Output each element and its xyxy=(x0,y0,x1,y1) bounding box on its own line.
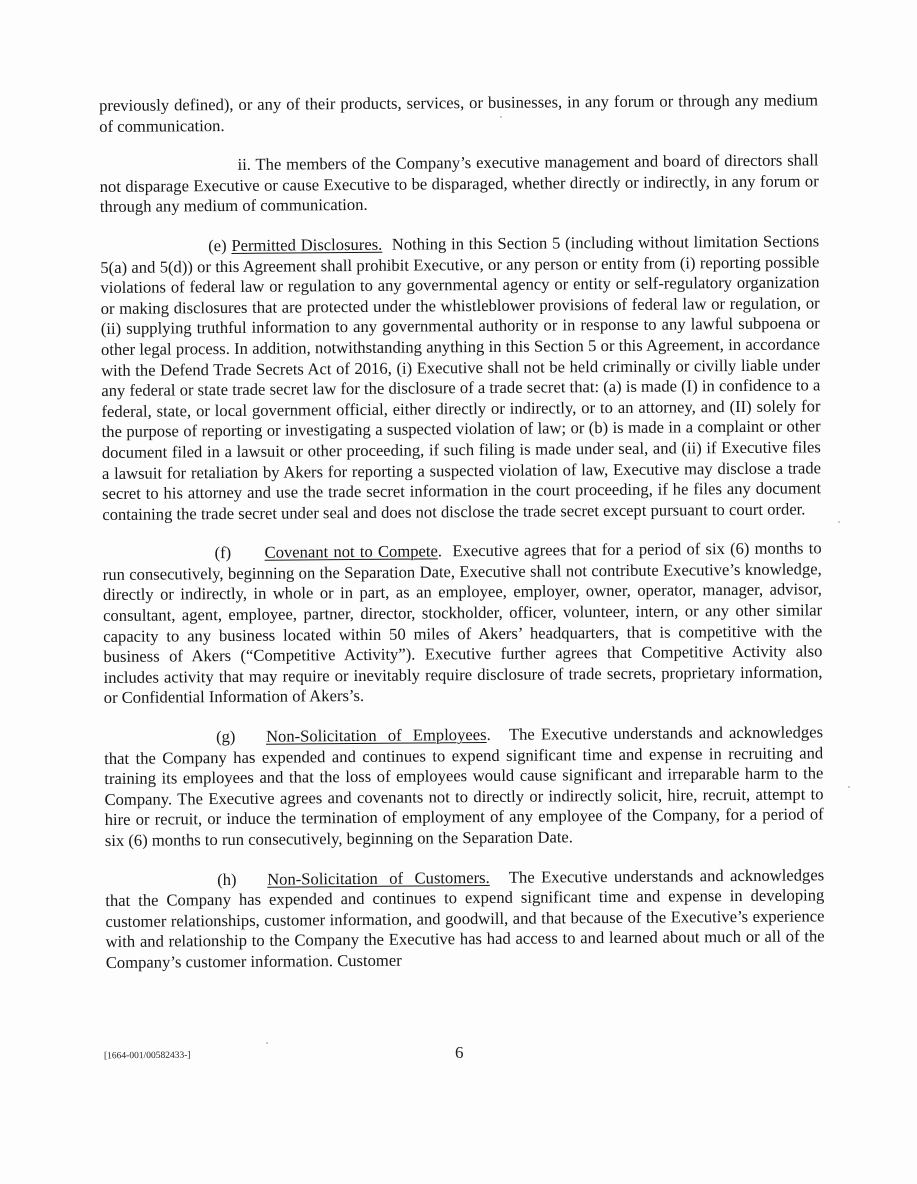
scan-speck xyxy=(266,1042,268,1044)
section-heading: Covenant not to Compete xyxy=(264,541,438,562)
paragraph-text: Executive agrees that for a period of six (6) months to run consecutively, beginning on the Separation Date, Executive shall not contribute Executive’s knowledge, directly or indirectly, in whole or in part, as an employee, employer, owner, operator, manager, advisor, consultant, agent, employee, partner, director, stockholder, officer, volunteer, intern, or any other similar capacity to any business located within 50 miles of Akers’ headquarters, that is competitive with the business of Akers (“Competitive Activity”). Executive further agrees that Competitive Activity also includes activity that may require or inevitably require disclosure of trade secrets, proprietary information, or Confidential Information of Akers’s. xyxy=(102,538,823,708)
heading-suffix: . xyxy=(437,541,443,561)
paragraph-text: previously defined), or any of their products, services, or businesses, in any forum or through any medium of communication. xyxy=(99,90,819,136)
scan-speck xyxy=(838,521,840,523)
paragraph-e-permitted-disclosures xyxy=(100,231,821,525)
scan-speck xyxy=(848,786,850,788)
paragraph-text: The members of the Company’s executive management and board of directors shall not disparage Executive or cause Executive to be disparaged, whether directly or indirectly, in any forum or through any medium of communication. xyxy=(99,150,819,217)
page-number: 6 xyxy=(455,1043,464,1062)
paragraph-f-covenant-not-to-compete xyxy=(103,539,823,709)
paragraph-label: (e) xyxy=(208,235,227,256)
paragraph-g-non-solicitation-employees xyxy=(104,722,824,851)
paragraph-label: (f) xyxy=(214,543,232,563)
heading-suffix: . xyxy=(486,724,491,745)
paragraph-label: (g) xyxy=(215,726,236,747)
document-footer-id: [1664-001/00582433-] xyxy=(103,1050,191,1062)
section-heading: Permitted Disclosures. xyxy=(231,234,383,255)
paragraph-continuation xyxy=(99,90,818,137)
paragraph-text: Nothing in this Section 5 (including without limitation Sections 5(a) and 5(d)) or this Agreement shall prohibit Executive, or any person or entity from (i) reporting possible violations of federal law or regulation to any governmental agency or entity or self-regulatory organization or making disclosures that are protected under the whistleblower provisions of federal law or regulation, or (ii) supplying truthful information to any governmental authority or in response to any lawful subpoena or other legal process. In addition, notwithstanding anything in this Section 5 or this Agreement, in accordance with the Defend Trade Secrets Act of 2016, (i) Executive shall not be held criminally or civilly liable under any federal or state trade secret law for the disclosure of a trade secret that: (a) is made (I) in confidence to a federal, state, or local government official, either directly or indirectly, or to an attorney, and (II) solely for the purpose of reporting or investigating a suspected violation of law; or (b) is made in a complaint or other document filed in a lawsuit or other proceeding, if such filing is made under seal, and (ii) if Executive files a lawsuit for retaliation by Akers for reporting a suspected violation of law, Executive may disclose a trade secret to his attorney and use the trade secret information in the court proceeding, if he files any document containing the trade secret under seal and does not disclose the trade secret except pursuant to court order. xyxy=(100,231,822,524)
document-body xyxy=(99,90,825,973)
section-heading: Non-Solicitation of Employees xyxy=(265,725,487,746)
paragraph-label: ii. xyxy=(237,154,251,175)
paragraph-d-ii xyxy=(99,151,818,218)
paragraph-h-non-solicitation-customers xyxy=(105,865,825,974)
section-heading: Non-Solicitation of Customers. xyxy=(267,867,490,889)
paragraph-label: (h) xyxy=(217,869,237,889)
paragraph-text: The Executive understands and acknowledges that the Company has expended and continues to expend significant time and expense in recruiting and training its employees and that the loss of employees would cause significant and irreparable harm to the Company. The Executive agrees and covenants not to directly or indirectly solicit, hire, recruit, attempt to hire or recruit, or induce the termination of employment of any employee of the Company, for a period of six (6) months to run consecutively, beginning on the Separation Date. xyxy=(104,722,824,850)
scan-speck xyxy=(500,116,502,118)
paragraph-text: The Executive understands and acknowledges that the Company has expended and continues to expend significant time and expense in developing customer relationships, customer information, and goodwill, and that because of the Executive’s experience with and relationship to the Company the Executive has had access to and learned about much or all of the Company’s customer information. Customer xyxy=(105,864,825,972)
